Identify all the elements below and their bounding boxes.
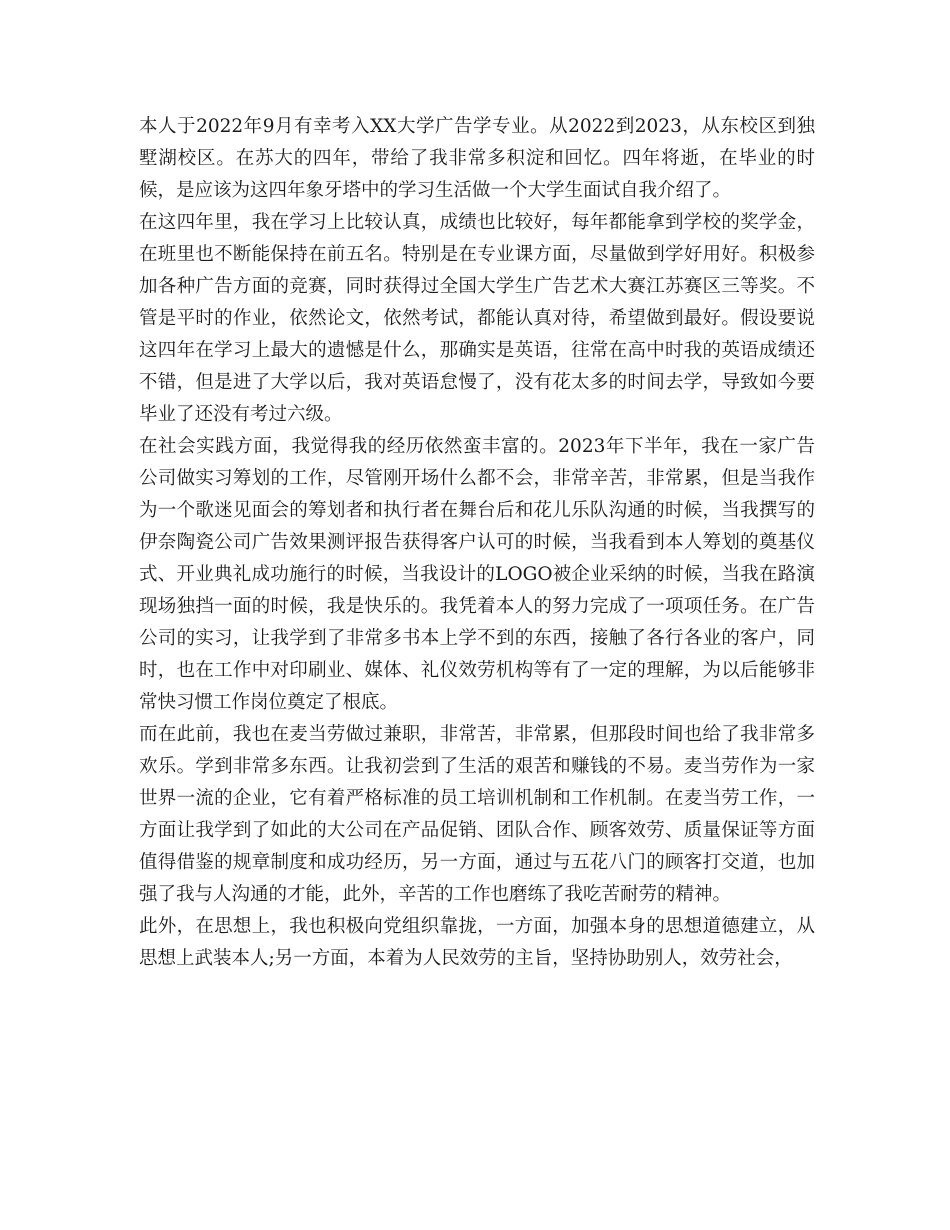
paragraph-enrollment: 本人于2022年9月有幸考入XX大学广告学专业。从2022到2023，从东校区到独墅湖校区。在苏大的四年，带给了我非常多积淀和回忆。四年将逝，在毕业的时候，是应该为这四年象牙塔中的学习生活做一个大学生面试自我介绍了。 [139,116,815,201]
paragraph-social-practice: 在社会实践方面，我觉得我的经历依然蛮丰富的。2023年下半年，我在一家广告公司做实习筹划的工作，尽管刚开场什么都不会，非常辛苦，非常累，但是当我作为一个歌迷见面会的筹划者和执行者在舞台后和花儿乐队沟通的时候，当我撰写的伊奈陶瓷公司广告效果测评报告获得客户认可的时候，当我看到本人筹划的奠基仪式、开业典礼成功施行的时候，当我设计的LOGO被企业采纳的时候，当我在路演现场独挡一面的时候，我是快乐的。我凭着本人的努力完成了一项项任务。在广告公司的实习，让我学到了非常多书本上学不到的东西，接触了各行各业的客户，同时，也在工作中对印刷业、媒体、礼仪效劳机构等有了一定的理解，为以后能够非常快习惯工作岗位奠定了根底。 [139,436,815,713]
paragraph-ideology: 此外，在思想上，我也积极向党组织靠拢，一方面，加强本身的思想道德建立，从思想上武装本人;另一方面，本着为人民效劳的主旨，坚持协助别人，效劳社会， [139,916,815,969]
paragraph-academics: 在这四年里，我在学习上比较认真，成绩也比较好，每年都能拿到学校的奖学金，在班里也不断能保持在前五名。特别是在专业课方面，尽量做到学好用好。积极参加各种广告方面的竞赛，同时获得过全国大学生广告艺术大赛江苏赛区三等奖。不管是平时的作业，依然论文，依然考试，都能认真对待，希望做到最好。假设要说这四年在学习上最大的遗憾是什么，那确实是英语，往常在高中时我的英语成绩还不错，但是进了大学以后，我对英语怠慢了，没有花太多的时间去学，导致如今要毕业了还没有考过六级。 [139,212,815,425]
document-body [139,111,815,975]
paragraph-part-time-job: 而在此前，我也在麦当劳做过兼职，非常苦，非常累，但那段时间也给了我非常多欢乐。学到非常多东西。让我初尝到了生活的艰苦和赚钱的不易。麦当劳作为一家世界一流的企业，它有着严格标准的员工培训机制和工作机制。在麦当劳工作，一方面让我学到了如此的大公司在产品促销、团队合作、顾客效劳、质量保证等方面值得借鉴的规章制度和成功经历，另一方面，通过与五花八门的顾客打交道，也加强了我与人沟通的才能，此外，辛苦的工作也磨练了我吃苦耐劳的精神。 [139,724,815,905]
